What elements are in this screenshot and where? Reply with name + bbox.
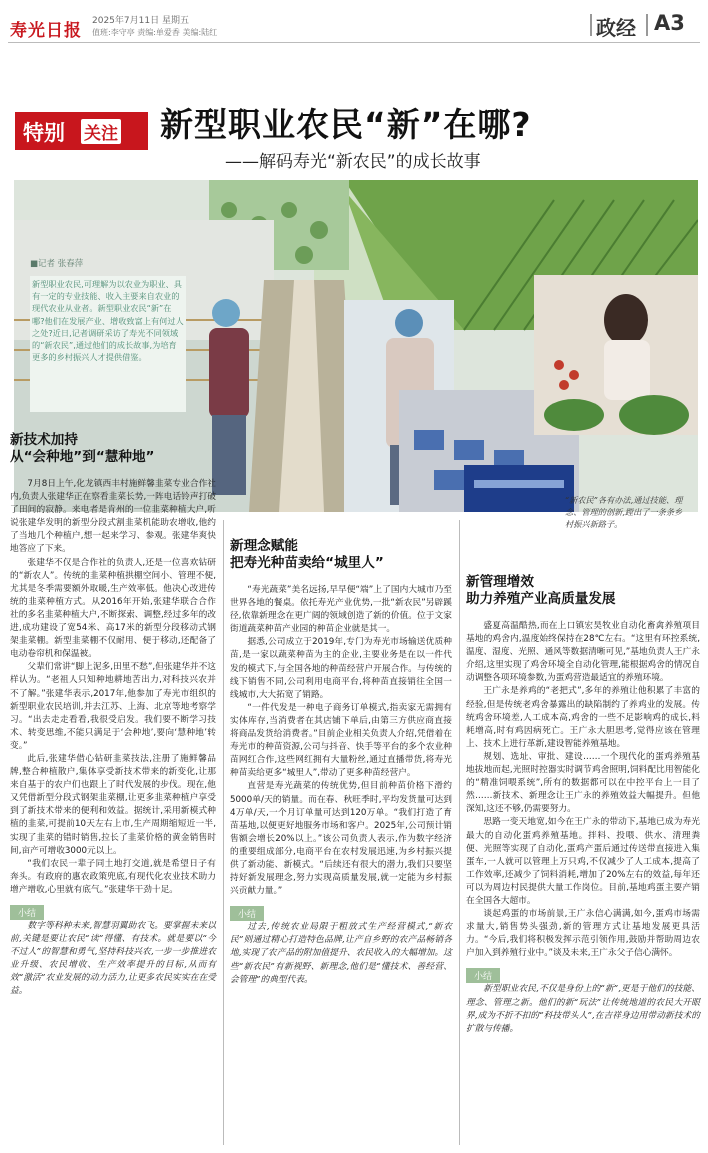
- section-1: [10, 432, 216, 999]
- paragraph: 张建华不仅是合作社的负责人,还是一位喜欢钻研的“新农人”。传统的韭菜种植拱棚空间小、管理不便,尤其是冬季需要额外取暖,生产效率低。他决心改进传统的韭菜种植方式。从2016年开始,张建华联合合作社的多名韭菜种植大户,不断探索、调整,经过多年的改进,成功建设了宽54米、高17米的新型分段移动式钢架韭菜棚。新型韭菜棚不仅耐用、便于移动,还配备了电动卷帘机和保温被。: [10, 557, 216, 660]
- paragraph: 此后,张建华借心钻研韭菜技法,注册了施鲜馨品牌,整合种植散户,集体享受新技术带来的新变化,让那来自基于的农户们也跟上了时代发展的步伐。现在,他又凭借新型分段式钢架韭菜棚,让更多韭菜种植户享受到了新技术带来的便利和效益。据统计,采用新模式种植的韭菜,可提前10天左右上市,生产周期缩短近一半,实现了韭菜的错时销售,拉长了韭菜价格的黄金销售时间,亩产可增收3000元以上。: [10, 753, 216, 856]
- paragraph: 父辈们常讲“脚上泥多,田里不愁”,但张建华并不这样认为。“老祖人只知种地耕地苦出力,对科技兴农并不了解。”张建华表示,2017年,他参加了寿光市组织的新型职业农民培训,并去江苏、上海、北京等地考察学习。“出去走走看看,我很受启发。我们要不断学习技术、转变思维,不能只满足于‘会种地’,要向‘慧种地’转变。”: [10, 662, 216, 751]
- section-subtitle: 助力养殖产业高质量发展: [466, 591, 616, 607]
- byline: ■记者 张春萍: [30, 259, 84, 269]
- paragraph: 盛夏高温酷热,而在上口镇宏昊牧业自动化畜禽养殖项目基地的鸡舍内,温度始终保持在28℃左右。“这里有环控系统,温度、湿度、光照、通风等数据清晰可见,”基地负责人王广永介绍,这里实现了鸡舍环境全自动化管理,能根据鸡舍的情况自动调整各项环境参数,为蛋鸡营造最适宜的养殖环境。: [466, 621, 700, 684]
- section-title: 新技术加持: [10, 432, 78, 448]
- paragraph: 谈起鸡蛋的市场前景,王广永信心满满,如今,蛋鸡市场需求量大,销售势头强劲,新的管理方式让基地发展更具活力。“今后,我们将积极发挥示范引领作用,鼓励并帮助周边农户加入到养殖行业中。”谈及未来,王广永父子信心满怀。: [466, 909, 700, 959]
- headline: 新型职业农民“新”在哪?: [160, 105, 532, 144]
- photo-caption: “新农民”各有办法,通过技能、理念、管理的创新,蹚出了一条条乡村振兴新路子。: [565, 495, 683, 529]
- divider: [646, 14, 648, 36]
- badge-text-sub: 关注: [81, 119, 121, 144]
- masthead-rule: [8, 42, 700, 43]
- paragraph: 规划、选址、审批、建设……一个现代化的蛋鸡养殖基地拔地而起,光照时控器实时调节鸡舍照明,饲料配比用智能化的“精准饲喂系统”,所有的数据都可以在中控平台上一目了然……新技术、新理念让王广永的养殖效益大幅提升。但他深知,这还不够,仍需要努力。: [466, 751, 700, 815]
- newspaper-logo: 寿光日报: [10, 21, 82, 41]
- lead-text: 新型职业农民,可理解为以农业为职业、具有一定的专业技能、收入主要来自农业的现代农业从业者。新型职业农民“新”在哪?他们在发展产业、增收致富上有何过人之处?近日,记者调研采访了寿光不同领域的“新农民”,通过他们的成长故事,为培育更多的乡村振兴人才提供借鉴。: [32, 279, 184, 363]
- special-feature-badge: [15, 112, 148, 150]
- editor-note: [10, 901, 216, 999]
- paragraph: “我们农民一辈子同土地打交道,就是希望日子有奔头。有政府的惠农政策兜底,有现代化农业技术助力增产增收,心里就有底气。”张建华干劲十足。: [10, 858, 216, 895]
- paragraph: 过去,传统农业局限于粗放式生产经营模式,“新农民”则通过精心打造特色品牌,让产自乡野的农产品畅销各地,实现了农产品的附加值提升、农民收入的大幅增加。这些“新农民”有新视野、新理念,他们是“懂技术、善经营、会管理”的典型代表。: [230, 922, 452, 985]
- divider: [590, 14, 592, 36]
- section-subtitle: 从“会种地”到“慧种地”: [10, 449, 155, 465]
- editor-note-label: 小结: [466, 968, 500, 983]
- paragraph: “寿光蔬菜”美名远扬,早早便“端”上了国内大城市乃至世界各地的餐桌。依托寿光产业优势,一批“新农民”另辟蹊径,依靠新理念在更广阔的领域创造了新的价值。位于文家街道蔬菜种苗产业园的种苗企业就是其一。: [230, 585, 452, 635]
- paragraph: 新型职业农民,不仅是身份上的“新”,更是于他们的技能、理念、管理之新。他们的新“玩法”让传统地道的农民大开眼界,成为不折不扣的“科技带头人”,在吉祥身边用带动新技术的扩散与传播。: [466, 984, 700, 1034]
- editor-note-label: 小结: [10, 905, 44, 920]
- section-subtitle: 把寿光种苗卖给“城里人”: [230, 555, 384, 571]
- paragraph: 直营是寿光蔬菜的传统优势,但目前种苗价格下滑约5000单/天的销量。而在春、秋旺季时,平均发货量可达到4万单/天,一个月订单量可达到120万单。“我们打造了育苗基地,以便更好地服务市场和客户。2025年,公司预计销售额会增长20%以上。”该公司负责人表示,作为数字经济的重要组成部分,电商平台在农村发展迅速,为乡村振兴提供了新动能、新模式。“后续还有很大的潜力,我们只要坚持好新发展理念,努力实现高质量发展,就一定能为乡村振兴贡献力量。”: [230, 781, 452, 897]
- section-body: [466, 620, 700, 960]
- lead-box: [30, 259, 186, 412]
- badge-text-main: 特别: [23, 121, 65, 145]
- editor-note-text: [230, 921, 452, 986]
- page-number: A3: [654, 11, 685, 35]
- section-title: 新理念赋能: [230, 538, 298, 554]
- section-3: [466, 574, 700, 1036]
- editor-note: [230, 902, 452, 986]
- paragraph: 王广永是养鸡的“老把式”,多年的养殖让他积累了丰富的经验,但是传统老鸡舍暴露出的缺陷制约了养鸡业的发展。传统鸡舍环境差,人工成本高,鸡舍的一些不足影响鸡的成长,料耗增高,时有鸡因病死亡。王广永大胆思考,觉得应该在管理上、技术上进行革新,建设智能养殖基地。: [466, 686, 700, 749]
- column-rule: [459, 520, 460, 1145]
- section-name: 政经: [596, 16, 636, 40]
- editor-note: [466, 964, 700, 1035]
- editor-note-label: 小结: [230, 906, 264, 921]
- paragraph: “一件代发是一种电子商务订单模式,指卖家无需拥有实体库存,当消费者在其店铺下单后,由第三方供应商直接将商品发货给消费者。”目前企业相关负责人介绍,凭借着在寿光市的种苗资源,公司与抖音、快手等平台的多个农业种苗网红合作,这些网红拥有大量粉丝,通过直播带货,将寿光种苗卖给更多“城里人”,带动了更多种苗经营户。: [230, 702, 452, 779]
- editor-note-text: [10, 920, 216, 999]
- paragraph: 数字等科种未来,智慧羽翼助农飞。要掌握未来以前,关键是要让农民“读”得懂、有技术。就是要以“今不过人”的智慧和勇气,坚持科技兴农,一步一步推进农业升级、农民增收、生产效率提升的目标,从而有效“激活”农业发展的动力活力,让更多农民实实在在受益。: [10, 921, 216, 997]
- column-rule: [223, 520, 224, 1145]
- section-title: 新管理增效: [466, 574, 534, 590]
- staff-line: 值班:李守亭 责编:单爱香 美编:陆红: [92, 28, 218, 37]
- paragraph: 思路一变天地宽,如今在王广永的带动下,基地已成为寿光最大的自动化蛋鸡养殖基地。拌料、投喂、供水、清理粪便、光照等实现了自动化,蛋鸡产蛋后通过传送带直接进入集蛋车,一人就可以管理上万只鸡,不仅减少了人工成本,提高了工作效率,还减少了饲料消耗,增加了20%左右的效益,每年还可以为周边村民提供大量工作岗位。目前,基地鸡蛋主要产销在全国各大超市。: [466, 817, 700, 906]
- paragraph: 据悉,公司成立于2019年,专门为寿光市场输送优质种苗,是一家以蔬菜种苗为主的企业,主要业务是在以一件代发的模式下,与全国各地的种苗经营户开展合作。与传统的线下销售不同,公司利用电商平台,将种苗直接销往全国一线城市,大大拓宽了销路。: [230, 637, 452, 700]
- editor-note-text: [466, 983, 700, 1035]
- subheadline: ——解码寿光“新农民”的成长故事: [225, 152, 481, 172]
- issue-date: 2025年7月11日 星期五: [92, 16, 189, 26]
- section-2: [230, 538, 452, 987]
- paragraph: 7月8日上午,化龙镇西丰村施鲜馨韭菜专业合作社内,负责人张建华正在察看韭菜长势,一阵电话铃声打破了田间的寂静。来电者是肯州的一位韭菜种植大户,听说张建华发明的新型分段式割韭菜机能助农增收,他约了当地几个种植户,想一起来学习、参观。张建华爽快地答应了下来。: [10, 479, 216, 555]
- section-body: [10, 478, 216, 897]
- section-body: [230, 584, 452, 898]
